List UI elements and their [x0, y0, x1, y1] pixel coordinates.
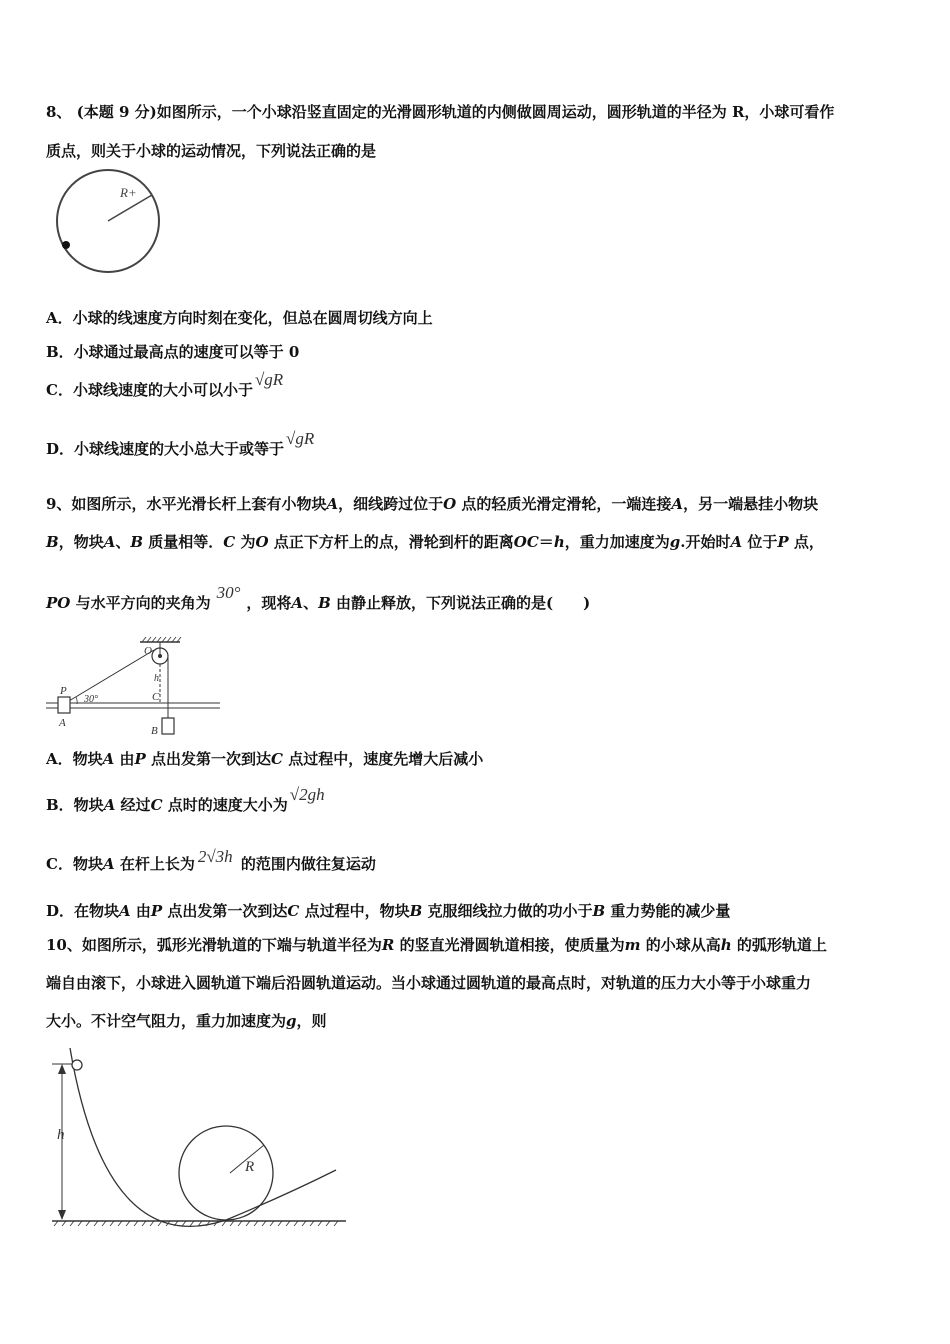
- var-P: P: [777, 533, 789, 551]
- q8-option-d: [46, 429, 315, 459]
- t: 的范围内做往复运动: [235, 855, 376, 873]
- q10-stem-line1: [46, 934, 827, 955]
- var-B: B: [409, 902, 423, 920]
- t: 由: [114, 750, 135, 768]
- t: 位于: [742, 533, 778, 551]
- t: C．物块: [46, 855, 103, 873]
- q10-figure: [46, 1040, 351, 1235]
- q8-option-b: B．小球通过最高点的速度可以等于 0: [46, 343, 300, 361]
- var-A: A: [730, 533, 743, 551]
- q8-stem-line2: 质点，则关于小球的运动情况，下列说法正确的是: [46, 142, 377, 160]
- var-C: C: [223, 533, 236, 551]
- label-a: A: [59, 717, 66, 729]
- t: 的竖直光滑圆轨道相接，使质量为: [394, 936, 625, 954]
- q9-stem-line2: [46, 531, 824, 552]
- t: 由静止释放，下列说法正确的是( ): [330, 594, 591, 612]
- t: 质量相等．: [143, 533, 224, 551]
- math-sqrt-2gh: √2gh: [289, 785, 325, 804]
- var-A: A: [119, 902, 131, 920]
- var-C: C: [150, 796, 163, 814]
- string-po: [64, 650, 154, 704]
- label-r: R: [245, 1159, 255, 1175]
- q9-stem-line1: [46, 493, 818, 514]
- t: 点过程中，物块: [299, 902, 410, 920]
- fig-radius-label: R+: [120, 185, 137, 200]
- math-sqrt-gR: √gR: [286, 429, 315, 448]
- t: 克服细线拉力做的功小于: [422, 902, 593, 920]
- var-g: g: [286, 1012, 297, 1030]
- var-h: h: [720, 936, 732, 954]
- t: 与水平方向的夹角为: [70, 594, 211, 612]
- t: 点正下方杆上的点，滑轮到杆的距离: [268, 533, 514, 551]
- var-B: B: [130, 533, 144, 551]
- label-o: O: [144, 645, 152, 657]
- var-h: h: [553, 533, 565, 551]
- t: 、: [303, 594, 319, 612]
- var-m: m: [624, 936, 641, 954]
- t: 10、如图所示，弧形光滑轨道的下端与轨道半径为: [46, 936, 382, 954]
- t: 、: [115, 533, 131, 551]
- var-A: A: [326, 495, 339, 513]
- label-30: 30°: [84, 694, 98, 705]
- t: 的弧形轨道上: [731, 936, 827, 954]
- t: 由: [130, 902, 151, 920]
- t: 点时的速度大小为: [162, 796, 288, 814]
- circular-loop: [179, 1126, 273, 1220]
- t: ，则: [296, 1012, 327, 1030]
- q9-option-b: [46, 785, 325, 815]
- label-h: h: [154, 673, 159, 684]
- block-a: [58, 697, 70, 713]
- q10-stem-line3: [46, 1010, 327, 1031]
- var-A: A: [102, 855, 115, 873]
- t: 在杆上长为: [114, 855, 195, 873]
- t: 的小球从高: [640, 936, 721, 954]
- var-C: C: [287, 902, 300, 920]
- t: ，重力加速度为: [564, 533, 670, 551]
- t: ＝: [538, 533, 554, 551]
- t: ，另一端悬挂小物块: [683, 495, 819, 513]
- t: A．物块: [46, 750, 103, 768]
- var-B: B: [318, 594, 331, 612]
- ball: [72, 1060, 82, 1070]
- t: ，细线跨过位于: [338, 495, 444, 513]
- label-p: P: [60, 685, 67, 697]
- q9-option-d: [46, 900, 730, 921]
- t: 大小。不计空气阻力，重力加速度为: [46, 1012, 287, 1030]
- math-sqrt-gR: √gR: [254, 370, 284, 389]
- t: 点出发第一次到达: [162, 902, 288, 920]
- var-A: A: [671, 495, 684, 513]
- var-A: A: [103, 533, 116, 551]
- t: 点，: [788, 533, 824, 551]
- q8-figure: [50, 165, 170, 280]
- label-b: B: [151, 725, 158, 737]
- t: 9、如图所示，水平光滑长杆上套有小物块: [46, 495, 327, 513]
- math-30-degrees: 30°: [216, 583, 241, 602]
- var-P: P: [150, 902, 163, 920]
- var-C: C: [271, 750, 283, 768]
- var-PO: PO: [46, 594, 71, 612]
- var-R: R: [381, 936, 395, 954]
- var-OC: OC: [513, 533, 539, 551]
- t: B．物块: [46, 796, 104, 814]
- t: 点出发第一次到达: [145, 750, 272, 768]
- var-A: A: [102, 750, 115, 768]
- var-B: B: [592, 902, 606, 920]
- q8-option-d-text: D．小球线速度的大小总大于或等于: [46, 440, 285, 458]
- math-2sqrt3h: 2√3h: [197, 847, 233, 866]
- t: ，现将: [246, 594, 292, 612]
- q8-option-a: A．小球的线速度方向时刻在变化，但总在圆周切线方向上: [46, 309, 433, 327]
- t: 点过程中，速度先增大后减小: [282, 750, 484, 768]
- var-A: A: [291, 594, 304, 612]
- q8-option-c-text: C．小球线速度的大小可以小于: [46, 381, 253, 399]
- t: 点的轻质光滑定滑轮，一端连接: [456, 495, 672, 513]
- t: .开始时: [680, 533, 731, 551]
- label-c: C: [152, 691, 160, 703]
- var-P: P: [134, 750, 146, 768]
- q9-figure: [44, 636, 229, 741]
- t: 经过: [115, 796, 151, 814]
- t: ，物块: [58, 533, 104, 551]
- ball: [62, 241, 70, 249]
- label-h: h: [57, 1127, 65, 1143]
- var-g: g: [669, 533, 681, 551]
- q8-option-c: [46, 370, 284, 400]
- curved-track: [70, 1048, 336, 1226]
- var-B: B: [46, 533, 59, 551]
- t: 重力势能的减少量: [605, 902, 731, 920]
- q8-stem-line1: 8、 (本题 9 分)如图所示，一个小球沿竖直固定的光滑圆形轨道的内侧做圆周运动，圆形轨道的半径为 R，小球可看作: [46, 103, 835, 121]
- t: D．在物块: [46, 902, 120, 920]
- t: 为: [235, 533, 256, 551]
- var-A: A: [103, 796, 116, 814]
- var-O: O: [255, 533, 269, 551]
- q10-stem-line2: 端自由滚下，小球进入圆轨道下端后沿圆轨道运动。当小球通过圆轨道的最高点时，对轨道的压力大小等于小球重力: [46, 974, 812, 992]
- var-O: O: [443, 495, 457, 513]
- q9-option-c: [46, 847, 376, 874]
- q9-stem-line3: [46, 583, 591, 613]
- q9-option-a: [46, 748, 483, 769]
- block-b: [162, 718, 174, 734]
